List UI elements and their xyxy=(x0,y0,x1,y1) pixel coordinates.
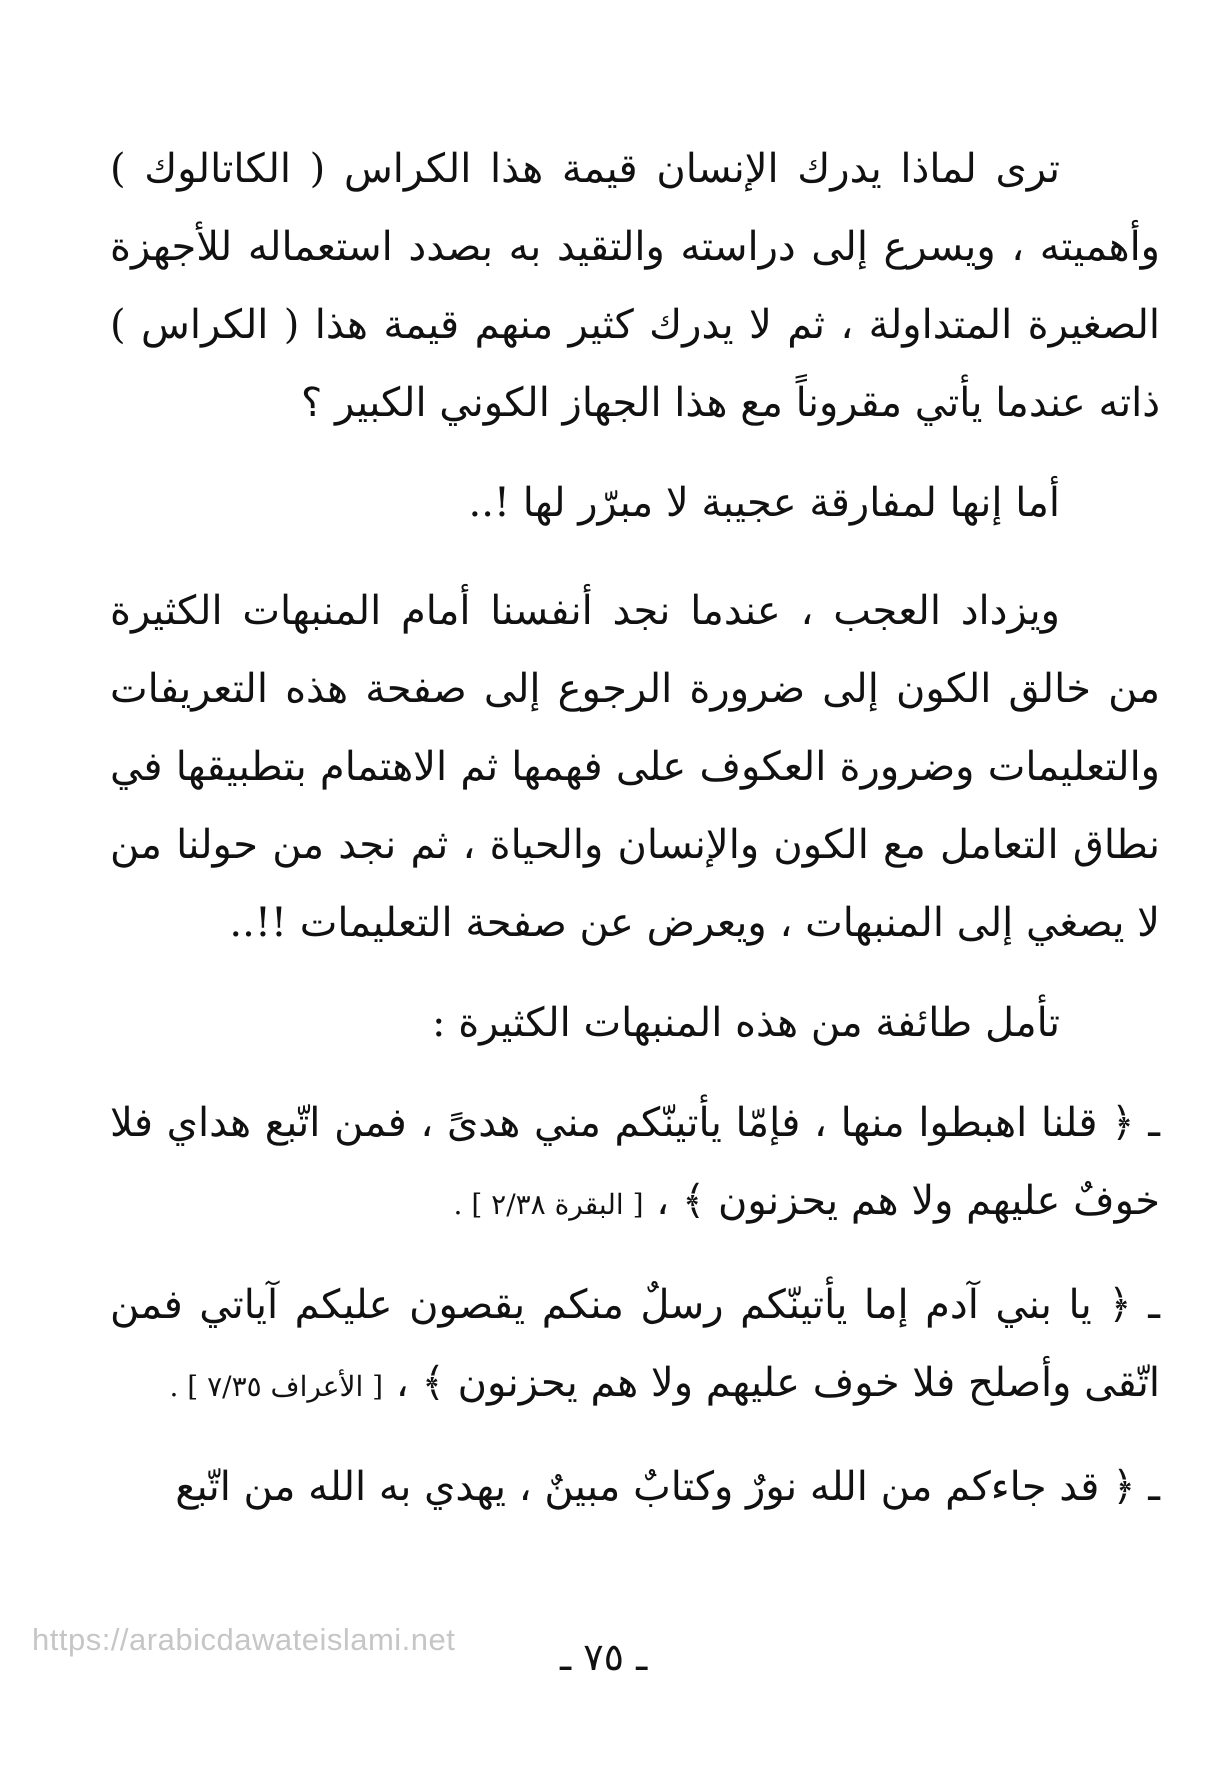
verse-text: ﴿ قلنا اهبطوا منها ، فإمّا يأتينّكم مني هدىً ، فمن اتّبع هداي فلا خوفٌ عليهم ولا هم يحزنون ﴾ ، xyxy=(110,1100,1160,1224)
verse-reference: [ البقرة ٢/٣٨ ] . xyxy=(453,1188,644,1221)
verse-reference: [ الأعراف ٧/٣٥ ] . xyxy=(169,1370,384,1403)
page-body xyxy=(110,130,1160,1526)
verse-maidah xyxy=(110,1448,1160,1526)
paragraph-wonder: ويزداد العجب ، عندما نجد أنفسنا أمام المنبهات الكثيرة من خالق الكون إلى ضرورة الرجوع إلى صفحة هذه التعريفات والتعليمات وضرورة العكوف على فهمها ثم الاهتمام بتطبيقها في نطاق التعامل مع الكون والإنسان والحياة ، ثم نجد من حولنا من لا يصغي إلى المنبهات ، ويعرض عن صفحة التعليمات !!.. xyxy=(110,588,1160,946)
page-number: ـ ٧٥ ـ xyxy=(560,1635,648,1679)
verse-text: ﴿ قد جاءكم من الله نورٌ وكتابٌ مبينٌ ، يهدي به الله من اتّبع xyxy=(175,1464,1136,1510)
watermark-url: https://arabicdawateislami.net xyxy=(32,1622,456,1657)
verse-araf xyxy=(110,1266,1160,1426)
verse-baqarah xyxy=(110,1084,1160,1244)
paragraph-reflect: تأمل طائفة من هذه المنبهات الكثيرة : xyxy=(432,1000,1060,1046)
verse-dash: ـ xyxy=(1148,1464,1160,1510)
paragraph-catalog-question: ترى لماذا يدرك الإنسان قيمة هذا الكراس ( الكاتالوك ) وأهميته ، ويسرع إلى دراسته والتقيد به بصدد استعماله للأجهزة الصغيرة المتداولة ، ثم لا يدرك كثير منهم قيمة هذا ( الكراس ) ذاته عندما يأتي مقروناً مع هذا الجهاز الكوني الكبير ؟ xyxy=(110,146,1160,426)
verse-text: ﴿ يا بني آدم إما يأتينّكم رسلٌ منكم يقصون عليكم آياتي فمن اتّقى وأصلح فلا خوف عليهم ولا هم يحزنون ﴾ ، xyxy=(110,1282,1160,1406)
paragraph-paradox: أما إنها لمفارقة عجيبة لا مبرّر لها !.. xyxy=(468,480,1060,526)
verse-dash: ـ xyxy=(1148,1282,1160,1328)
verse-dash: ـ xyxy=(1148,1100,1160,1146)
